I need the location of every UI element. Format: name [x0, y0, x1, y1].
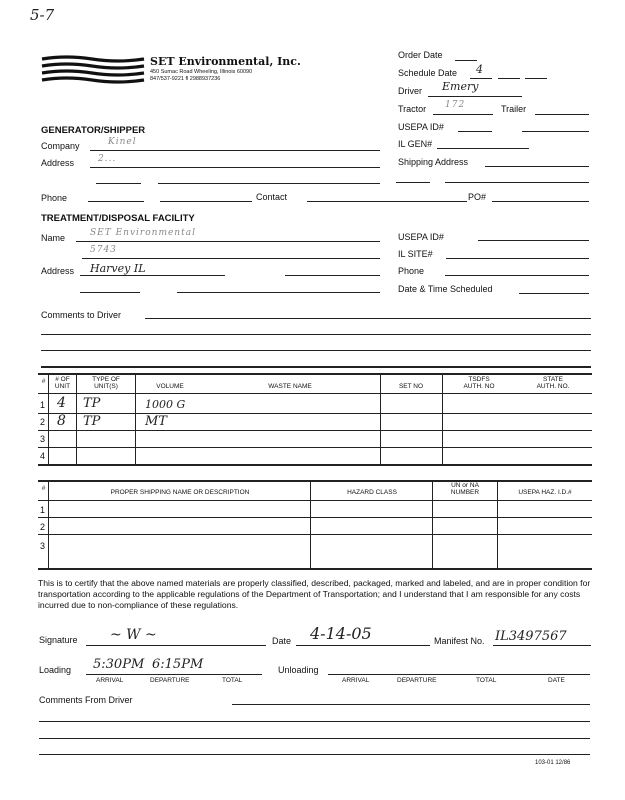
certification-statement: This is to certify that the above named materials are properly classified, described, packaged, marked and labeled, and are in proper condition for transportation according to the applicable regulations of the Department of Transportation; and I understand that I am responsible for any costs incurred due to non-compliance of these regulations. [38, 578, 591, 610]
driver-line[interactable] [428, 96, 522, 97]
shipping-row-number: 3 [40, 541, 46, 551]
facility-phone-label: Phone [398, 266, 425, 276]
trailer-label: Trailer [501, 104, 527, 114]
comments-to-driver-label: Comments to Driver [41, 310, 122, 320]
unloading-label: Unloading [278, 665, 319, 675]
waste-header-num: # [41, 378, 46, 385]
signature-value[interactable]: ~ W ~ [110, 627, 157, 643]
shipping-header-un-na: UN or NA NUMBER [450, 482, 480, 497]
schedule-date-line-3[interactable] [525, 78, 547, 79]
shipping-header-proper-name: PROPER SHIPPING NAME OR DESCRIPTION [110, 489, 250, 496]
shipping-col-sep-3 [432, 480, 433, 568]
row-units[interactable]: 4 [57, 395, 66, 411]
generator-phone-line-2[interactable] [160, 201, 252, 202]
waste-header-waste-name: WASTE NAME [268, 383, 312, 390]
date-label: Date [272, 636, 292, 646]
facility-il-site-line[interactable] [446, 258, 589, 259]
row-number: 2 [40, 417, 46, 427]
tractor-value: 172 [445, 100, 466, 110]
generator-shipping-address-line[interactable] [485, 166, 589, 167]
driver-value: Emery [442, 80, 479, 93]
generator-address-value: 2... [98, 154, 117, 164]
generator-company-line[interactable] [90, 150, 380, 151]
shipping-row-line-2 [38, 534, 592, 535]
loading-total-caption: TOTAL [222, 677, 243, 684]
tractor-line[interactable] [433, 114, 493, 115]
facility-name-label: Name [41, 233, 66, 243]
schedule-date-line-1[interactable] [470, 78, 492, 79]
trailer-line[interactable] [535, 114, 589, 115]
facility-address-line[interactable] [80, 275, 225, 276]
facility-date-time-line[interactable] [519, 293, 589, 294]
shipping-table-header-bottom [38, 500, 592, 501]
facility-address-line-2a[interactable] [80, 292, 140, 293]
shipping-row-line-1 [38, 517, 592, 518]
waste-table-bottom [38, 464, 592, 466]
waste-header-tsdfs-auth: TSDFS AUTH. NO [463, 376, 495, 391]
generator-po-label: PO# [468, 192, 487, 202]
generator-company-value: Kinel [108, 137, 137, 147]
generator-contact-label: Contact [256, 192, 288, 202]
manifest-line[interactable] [493, 645, 591, 646]
shipping-row-number: 2 [40, 522, 46, 532]
row-number: 4 [40, 451, 46, 461]
comments-from-driver-line-4[interactable] [39, 754, 590, 755]
generator-address-line[interactable] [90, 167, 380, 168]
generator-il-gen-line[interactable] [437, 148, 529, 149]
waste-header-type-of-unit: TYPE OF UNIT(S) [92, 376, 120, 391]
comments-to-driver-line-3[interactable] [41, 350, 591, 351]
loading-line[interactable] [86, 674, 262, 675]
facility-name-value-2: 5743 [90, 245, 117, 255]
company-address: 450 Sumac Road Wheeling, Illinois 60090 [150, 69, 253, 75]
comments-to-driver-line-2[interactable] [41, 334, 591, 335]
waste-header-of-unit: # OF UNIT [54, 376, 71, 391]
waste-header-volume: VOLUME [156, 383, 184, 390]
facility-il-site-label: IL SITE# [398, 249, 433, 259]
shipping-header-num: # [41, 485, 46, 492]
row-type[interactable]: TP [83, 414, 101, 429]
waste-col-sep-5 [442, 373, 443, 464]
generator-usepa-label: USEPA ID# [398, 122, 444, 132]
corner-mark: 5-7 [30, 6, 55, 24]
comments-from-driver-line-2[interactable] [39, 721, 590, 722]
date-value[interactable]: 4-14-05 [310, 624, 372, 643]
row-type[interactable]: TP [83, 396, 101, 411]
shipping-col-sep-1 [48, 480, 49, 568]
form-code: 103-01 12/86 [535, 760, 571, 766]
shipping-row-number: 1 [40, 505, 46, 515]
generator-il-gen-label: IL GEN# [398, 139, 433, 149]
waste-table-row-line-1 [38, 413, 592, 414]
generator-contact-line[interactable] [307, 201, 467, 202]
shipping-col-sep-4 [497, 480, 498, 568]
waste-table-row-line-3 [38, 447, 592, 448]
date-line[interactable] [296, 645, 430, 646]
facility-name-line-2[interactable] [82, 258, 380, 259]
order-date-label: Order Date [398, 50, 443, 60]
loading-departure-value[interactable]: 6:15PM [152, 657, 204, 672]
generator-shipping-address-label: Shipping Address [398, 157, 469, 167]
shipping-header-hazard-class: HAZARD CLASS [347, 489, 397, 496]
schedule-date-value: 4 [476, 63, 483, 76]
facility-address-value: Harvey IL [90, 262, 146, 275]
manifest-label: Manifest No. [434, 636, 485, 646]
generator-shipping-line-2a[interactable] [396, 182, 430, 183]
generator-company-label: Company [41, 141, 80, 151]
comments-to-driver-line-4[interactable] [41, 366, 591, 368]
generator-phone-line-1[interactable] [88, 201, 144, 202]
waste-col-sep-3 [135, 373, 136, 464]
company-name: SET Environmental, Inc. [150, 55, 301, 68]
row-volume[interactable]: 1000 G [145, 398, 186, 411]
generator-shipping-line-2b[interactable] [445, 182, 589, 183]
generator-usepa-line-2[interactable] [522, 131, 589, 132]
row-number: 1 [40, 400, 46, 410]
loading-arrival-value[interactable]: 5:30PM [93, 657, 145, 672]
comments-from-driver-line-3[interactable] [39, 738, 590, 739]
waste-table-top [38, 373, 592, 375]
row-volume[interactable]: MT [145, 414, 167, 429]
unloading-date-caption: DATE [548, 677, 565, 684]
schedule-date-line-2[interactable] [498, 78, 520, 79]
company-phones: 847/537-9221 fl 2988937236 [150, 76, 221, 82]
comments-from-driver-label: Comments From Driver [39, 695, 133, 705]
generator-phone-label: Phone [41, 193, 68, 203]
row-units[interactable]: 8 [57, 413, 66, 429]
facility-address-label: Address [41, 266, 75, 276]
shipping-col-sep-2 [310, 480, 311, 568]
facility-section-title: TREATMENT/DISPOSAL FACILITY [41, 213, 195, 224]
waste-col-sep-4 [380, 373, 381, 464]
order-date-line[interactable] [455, 60, 477, 61]
loading-label: Loading [39, 665, 72, 675]
row-number: 3 [40, 434, 46, 444]
unloading-line[interactable] [328, 674, 590, 675]
signature-line[interactable] [86, 645, 266, 646]
unloading-arrival-caption: ARRIVAL [342, 677, 370, 684]
shipping-table-bottom [38, 568, 592, 570]
facility-name-line[interactable] [76, 241, 380, 242]
driver-label: Driver [398, 86, 422, 96]
generator-address-label: Address [41, 158, 75, 168]
facility-date-time-label: Date & Time Scheduled [398, 284, 493, 294]
shipping-header-usepa-haz: USEPA HAZ. I.D.# [518, 489, 572, 496]
comments-to-driver-line-1[interactable] [145, 318, 591, 319]
schedule-date-label: Schedule Date [398, 68, 458, 78]
facility-phone-line[interactable] [445, 275, 589, 276]
manifest-value[interactable]: IL3497567 [495, 629, 567, 644]
waste-header-state-auth: STATE AUTH. NO. [536, 376, 570, 391]
generator-address-line-2b[interactable] [158, 183, 380, 184]
signature-label: Signature [39, 635, 78, 645]
waste-header-set-no: SET NO [398, 383, 424, 390]
generator-po-line[interactable] [492, 201, 589, 202]
waste-table-row-line-2 [38, 430, 592, 431]
facility-address-line-b[interactable] [285, 275, 380, 276]
facility-usepa-line[interactable] [478, 240, 589, 241]
tractor-label: Tractor [398, 104, 427, 114]
generator-address-line-2a[interactable] [96, 183, 141, 184]
loading-departure-caption: DEPARTURE [150, 677, 190, 684]
loading-arrival-caption: ARRIVAL [96, 677, 124, 684]
unloading-departure-caption: DEPARTURE [397, 677, 437, 684]
generator-section-title: GENERATOR/SHIPPER [41, 125, 146, 136]
shipping-table-top [38, 480, 592, 482]
generator-usepa-line[interactable] [458, 131, 492, 132]
facility-usepa-label: USEPA ID# [398, 232, 444, 242]
facility-address-line-2b[interactable] [177, 292, 380, 293]
comments-from-driver-line-1[interactable] [232, 704, 590, 705]
waste-table-header-bottom [38, 393, 592, 394]
facility-name-value: SET Environmental [90, 228, 196, 238]
unloading-total-caption: TOTAL [476, 677, 497, 684]
